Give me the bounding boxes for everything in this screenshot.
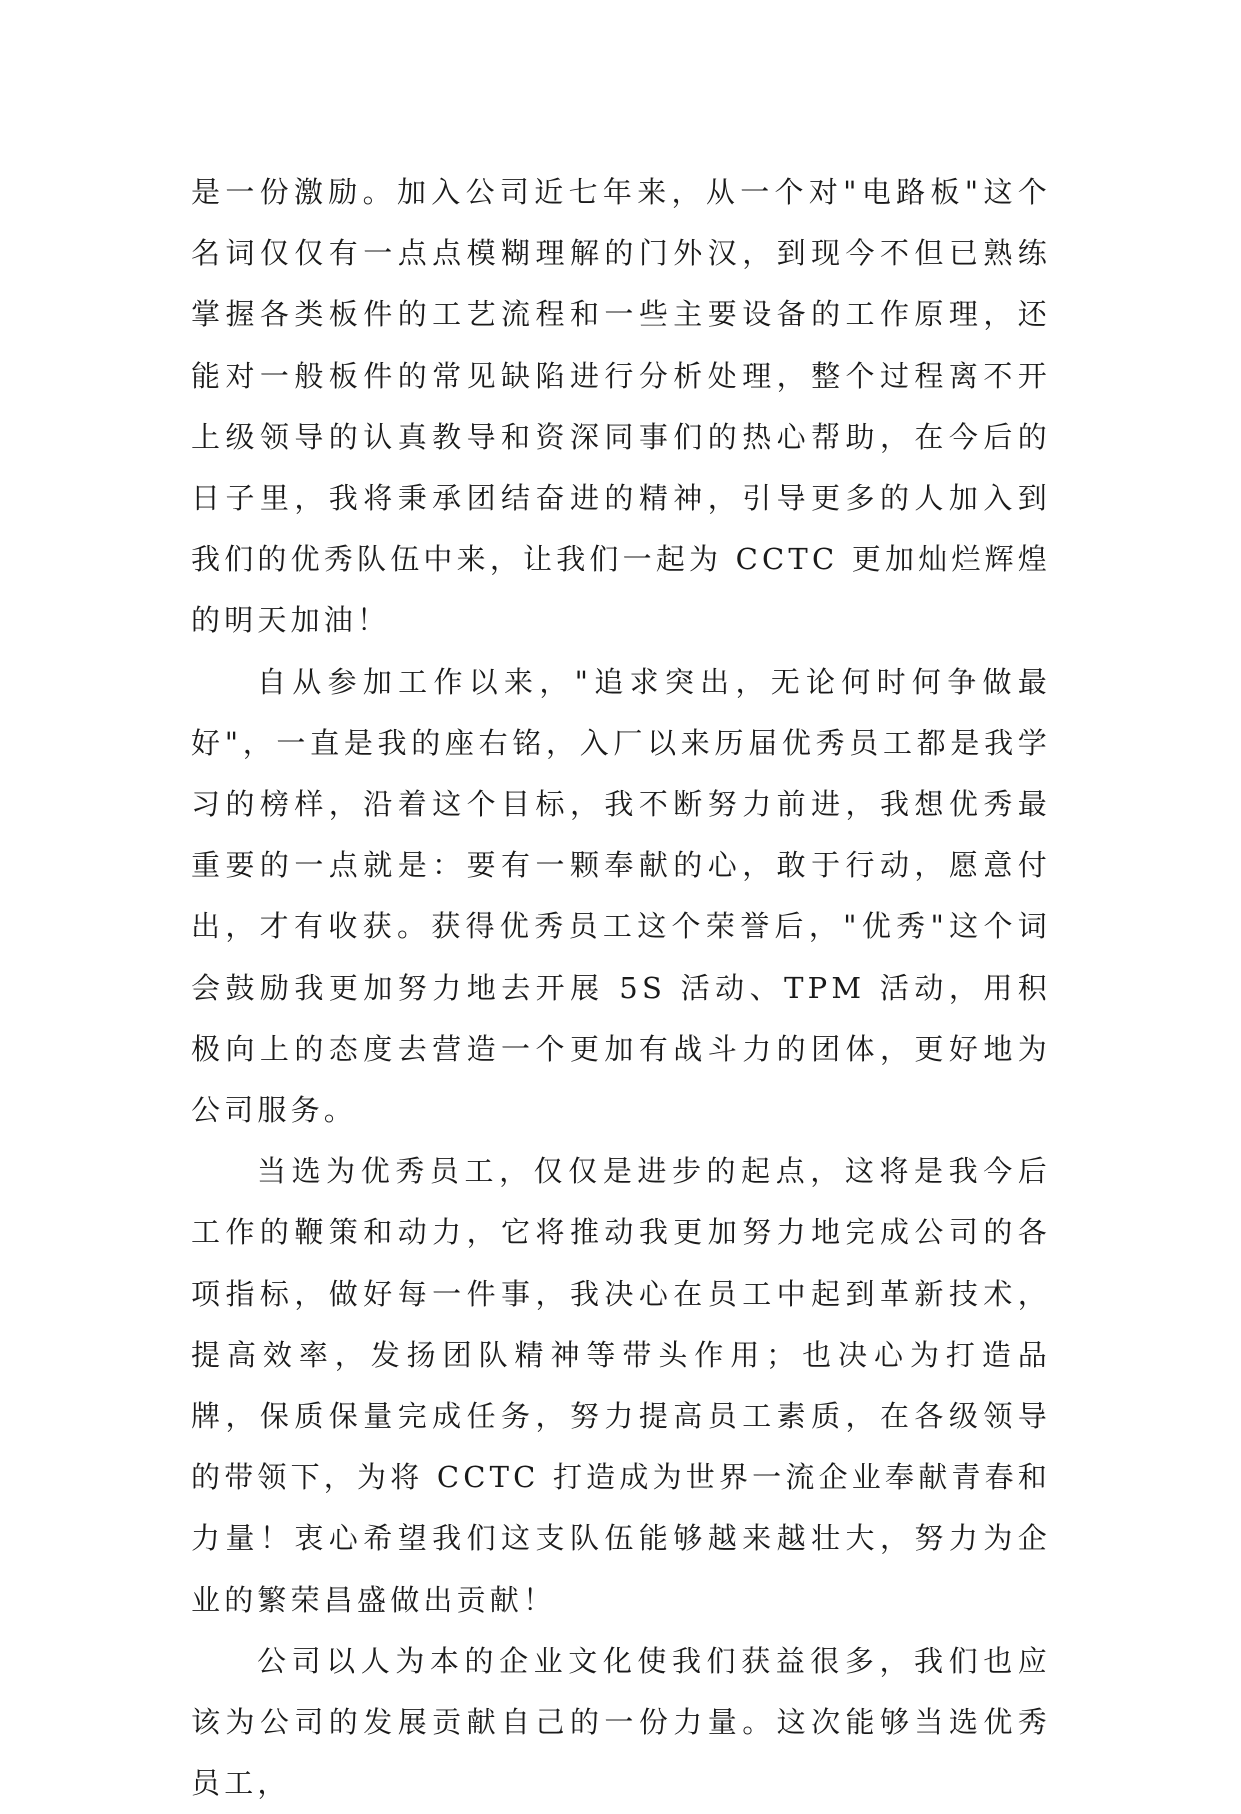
document-body: [191, 162, 1051, 1814]
paragraph-4: 公司以人为本的企业文化使我们获益很多，我们也应该为公司的发展贡献自己的一份力量。这次能够当选优秀员工，: [191, 1643, 1051, 1801]
paragraph-3: 当选为优秀员工，仅仅是进步的起点，这将是我今后工作的鞭策和动力，它将推动我更加努力地完成公司的各项指标，做好每一件事，我决心在员工中起到革新技术，提高效率，发扬团队精神等带头作用；也决心为打造品牌，保质保量完成任务，努力提高员工素质，在各级领导的带领下，为将 CCTC 打造成为世界一流企业奉献青春和力量！衷心希望我们这支队伍能够越来越壮大，努力为企业的繁荣昌盛做出贡献！: [191, 1154, 1051, 1617]
paragraph-1: 是一份激励。加入公司近七年来，从一个对"电路板"这个名词仅仅有一点点模糊理解的门外汉，到现今不但已熟练掌握各类板件的工艺流程和一些主要设备的工作原理，还能对一般板件的常见缺陷进行分析处理，整个过程离不开上级领导的认真教导和资深同事们的热心帮助，在今后的日子里，我将秉承团结奋进的精神，引导更多的人加入到我们的优秀队伍中来，让我们一起为 CCTC 更加灿烂辉煌的明天加油！: [191, 175, 1051, 638]
paragraph-2: 自从参加工作以来，"追求突出，无论何时何争做最好"，一直是我的座右铭，入厂以来历届优秀员工都是我学习的榜样，沿着这个目标，我不断努力前进，我想优秀最重要的一点就是：要有一颗奉献的心，敢于行动，愿意付出，才有收获。获得优秀员工这个荣誉后，"优秀"这个词会鼓励我更加努力地去开展 5S 活动、TPM 活动，用积极向上的态度去营造一个更加有战斗力的团体，更好地为公司服务。: [191, 664, 1051, 1128]
